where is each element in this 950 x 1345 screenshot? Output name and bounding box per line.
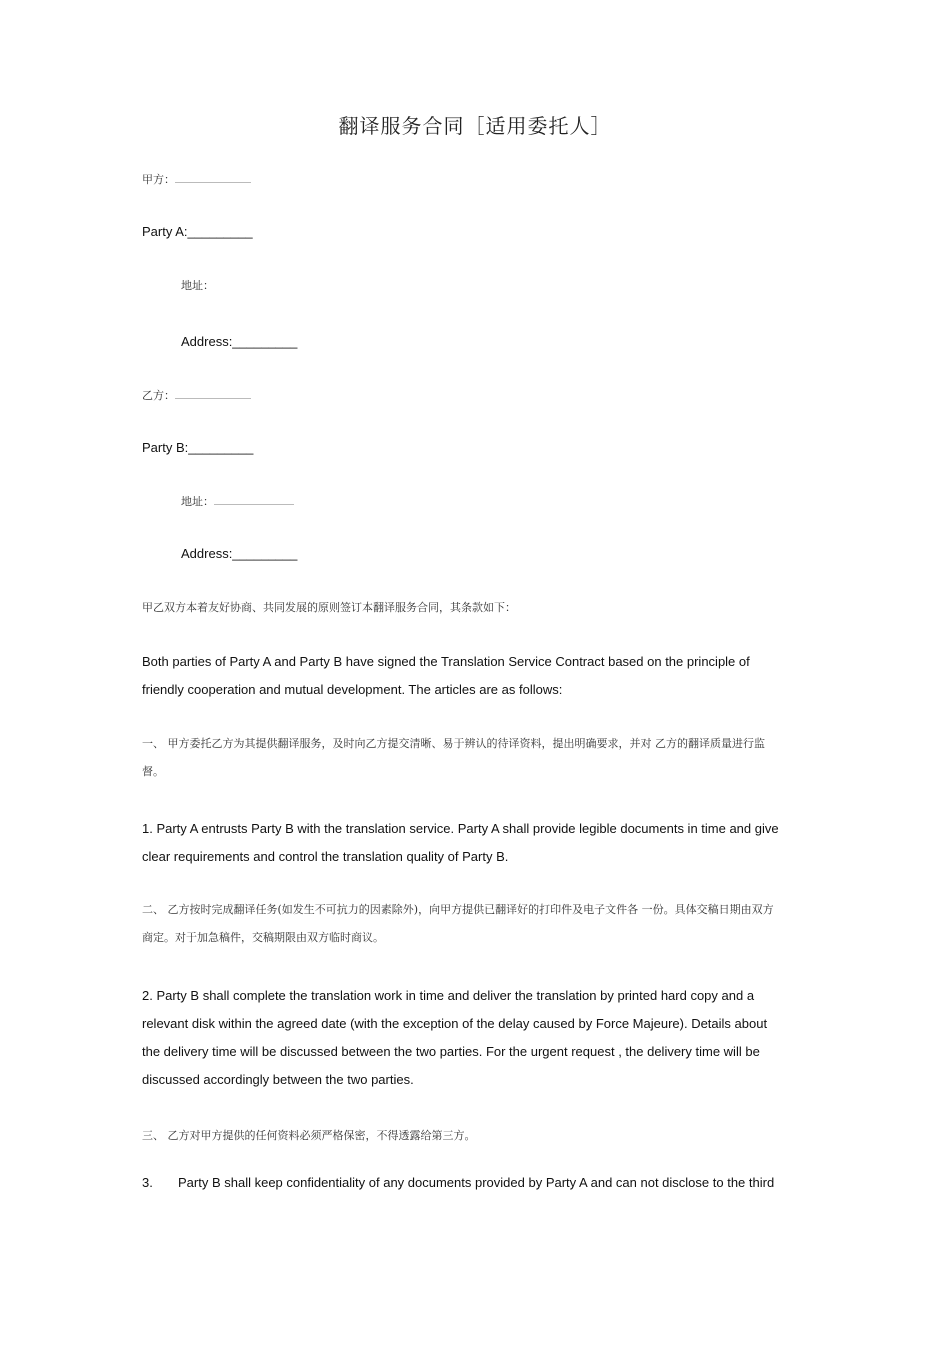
party-a-cn-blank bbox=[175, 172, 251, 183]
address-b-cn-label: 地址： bbox=[181, 495, 214, 508]
party-b-cn-blank bbox=[175, 388, 251, 399]
article-3-number: 3. bbox=[142, 1175, 153, 1190]
party-a-cn-line bbox=[142, 171, 251, 187]
article-3-cn: 三、 乙方对甲方提供的任何资料必须严格保密，不得透露给第三方。 bbox=[142, 1129, 476, 1142]
article-2-cn: 二、 乙方按时完成翻译任务(如发生不可抗力的因素除外)，向甲方提供已翻译好的打印件及电子文件各 一份。具体交稿日期由双方商定。对于加急稿件，交稿期限由双方临时商议。 bbox=[142, 903, 774, 944]
preamble-cn: 甲乙双方本着友好协商、共同发展的原则签订本翻译服务合同，其条款如下： bbox=[142, 601, 516, 614]
address-b-cn-line bbox=[181, 493, 294, 509]
address-b-cn-blank bbox=[214, 494, 294, 505]
address-b-en-line: Address:_________ bbox=[181, 546, 298, 561]
document-title: 翻译服务合同［适用委托人］ bbox=[338, 114, 612, 138]
article-1-en: 1. Party A entrusts Party B with the translation service. Party A shall provide legible documents in time and give clear requirements and control the translation quality of Party B. bbox=[142, 821, 779, 864]
party-a-en-line: Party A:_________ bbox=[142, 224, 253, 239]
party-b-en-line: Party B:_________ bbox=[142, 440, 254, 455]
article-3-en: Party B shall keep confidentiality of any documents provided by Party A and can not disclose to the third bbox=[178, 1175, 775, 1190]
party-b-cn-line bbox=[142, 387, 251, 403]
address-a-cn-line: 地址： bbox=[181, 279, 214, 292]
party-b-cn-label: 乙方： bbox=[142, 389, 175, 402]
address-a-en-line: Address:_________ bbox=[181, 334, 298, 349]
article-2-en: 2. Party B shall complete the translation work in time and deliver the translation by printed hard copy and a relevant disk within the agreed date (with the exception of the delay caused by Force Majeure). Details about the delivery time will be discussed between the two parties. For the urgent request , the delivery time will be discussed accordingly between the two parties. bbox=[142, 988, 768, 1087]
party-a-cn-label: 甲方： bbox=[142, 173, 175, 186]
preamble-en: Both parties of Party A and Party B have signed the Translation Service Contract based on the principle of friendly cooperation and mutual development. The articles are as follows: bbox=[142, 654, 750, 697]
article-3-en-line bbox=[142, 1175, 774, 1190]
article-1-cn: 一、 甲方委托乙方为其提供翻译服务，及时向乙方提交清晰、易于辨认的待译资料，提出明确要求，并对 乙方的翻译质量进行监督。 bbox=[142, 737, 765, 778]
